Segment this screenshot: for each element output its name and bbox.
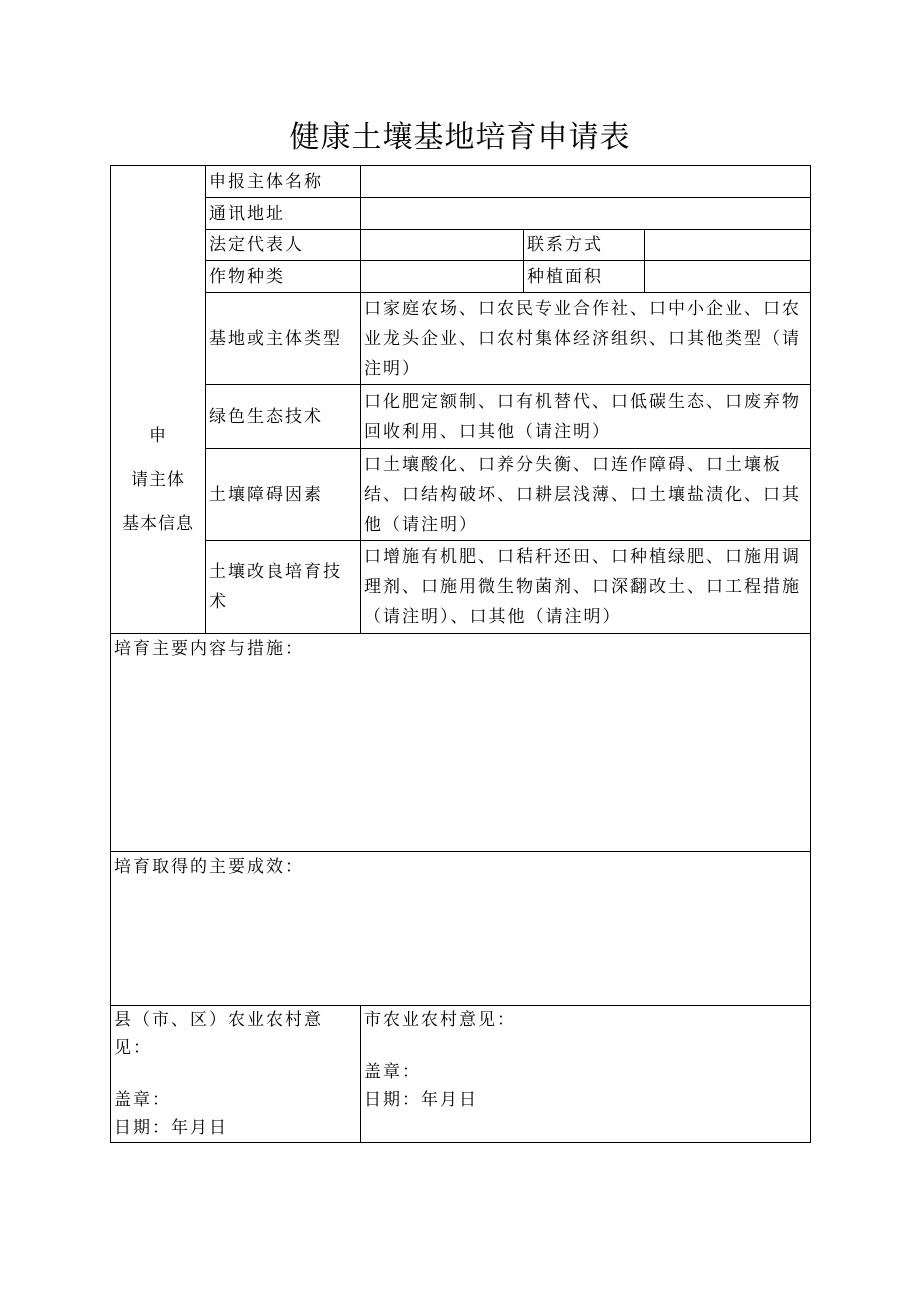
- label-county-opinion: 县（市、区）农业农村意见：: [114, 1010, 323, 1058]
- input-planting-area[interactable]: [645, 261, 811, 293]
- row-main-results: [111, 852, 811, 1006]
- label-base-type: 基地或主体类型: [206, 293, 361, 385]
- city-opinion-cell[interactable]: [361, 1006, 811, 1143]
- label-main-results: 培育取得的主要成效：: [114, 857, 304, 877]
- row-crop-type: [111, 261, 811, 293]
- row-opinions: [111, 1006, 811, 1143]
- label-applicant-name: 申报主体名称: [206, 166, 361, 198]
- row-applicant-name: [111, 166, 811, 198]
- city-date-label: 日期：年月日: [364, 1090, 478, 1110]
- main-results-cell[interactable]: [111, 852, 811, 1006]
- side-label-line-3: 基本信息: [122, 513, 194, 534]
- label-city-opinion: 市农业农村意见：: [364, 1010, 516, 1030]
- label-main-content: 培育主要内容与措施：: [114, 639, 304, 659]
- row-soil-obstacles: [111, 449, 811, 541]
- row-legal-rep: [111, 230, 811, 261]
- side-label-line-2: 请主体: [131, 469, 185, 490]
- label-legal-rep: 法定代表人: [206, 230, 361, 261]
- options-green-tech[interactable]: 口化肥定额制、口有机替代、口低碳生态、口废弃物回收利用、口其他（请注明）: [361, 385, 811, 449]
- label-planting-area: 种植面积: [524, 261, 645, 293]
- input-legal-rep[interactable]: [361, 230, 524, 261]
- page-title: 健康土壤基地培育申请表: [289, 120, 631, 155]
- row-soil-improvement: [111, 541, 811, 634]
- side-label-applicant-info: [111, 166, 206, 634]
- label-green-tech: 绿色生态技术: [206, 385, 361, 449]
- county-opinion-cell[interactable]: [111, 1006, 361, 1143]
- input-applicant-name[interactable]: [361, 166, 811, 198]
- row-main-content: [111, 634, 811, 852]
- input-crop-type[interactable]: [361, 261, 524, 293]
- options-soil-obstacles[interactable]: 口土壤酸化、口养分失衡、口连作障碍、口土壤板结、口结构破坏、口耕层浅薄、口土壤盐渍化、口其他（请注明）: [361, 449, 811, 541]
- county-seal-label: 盖章：: [114, 1090, 171, 1110]
- row-address: [111, 198, 811, 230]
- input-address[interactable]: [361, 198, 811, 230]
- input-contact[interactable]: [645, 230, 811, 261]
- options-base-type[interactable]: 口家庭农场、口农民专业合作社、口中小企业、口农业龙头企业、口农村集体经济组织、口其他类型（请注明）: [361, 293, 811, 385]
- label-contact: 联系方式: [524, 230, 645, 261]
- main-content-cell[interactable]: [111, 634, 811, 852]
- label-crop-type: 作物种类: [206, 261, 361, 293]
- options-soil-improvement[interactable]: 口增施有机肥、口秸秆还田、口种植绿肥、口施用调理剂、口施用微生物菌剂、口深翻改土、口工程措施（请注明）、口其他（请注明）: [361, 541, 811, 634]
- side-label-line-1: 申: [149, 425, 167, 446]
- city-seal-label: 盖章：: [364, 1062, 421, 1082]
- county-date-label: 日期：年月日: [114, 1118, 228, 1138]
- label-soil-improvement: 土壤改良培育技术: [206, 541, 361, 634]
- row-green-tech: [111, 385, 811, 449]
- application-form-table: [110, 165, 811, 1143]
- label-soil-obstacles: 土壤障碍因素: [206, 449, 361, 541]
- label-address: 通讯地址: [206, 198, 361, 230]
- row-base-type: [111, 293, 811, 385]
